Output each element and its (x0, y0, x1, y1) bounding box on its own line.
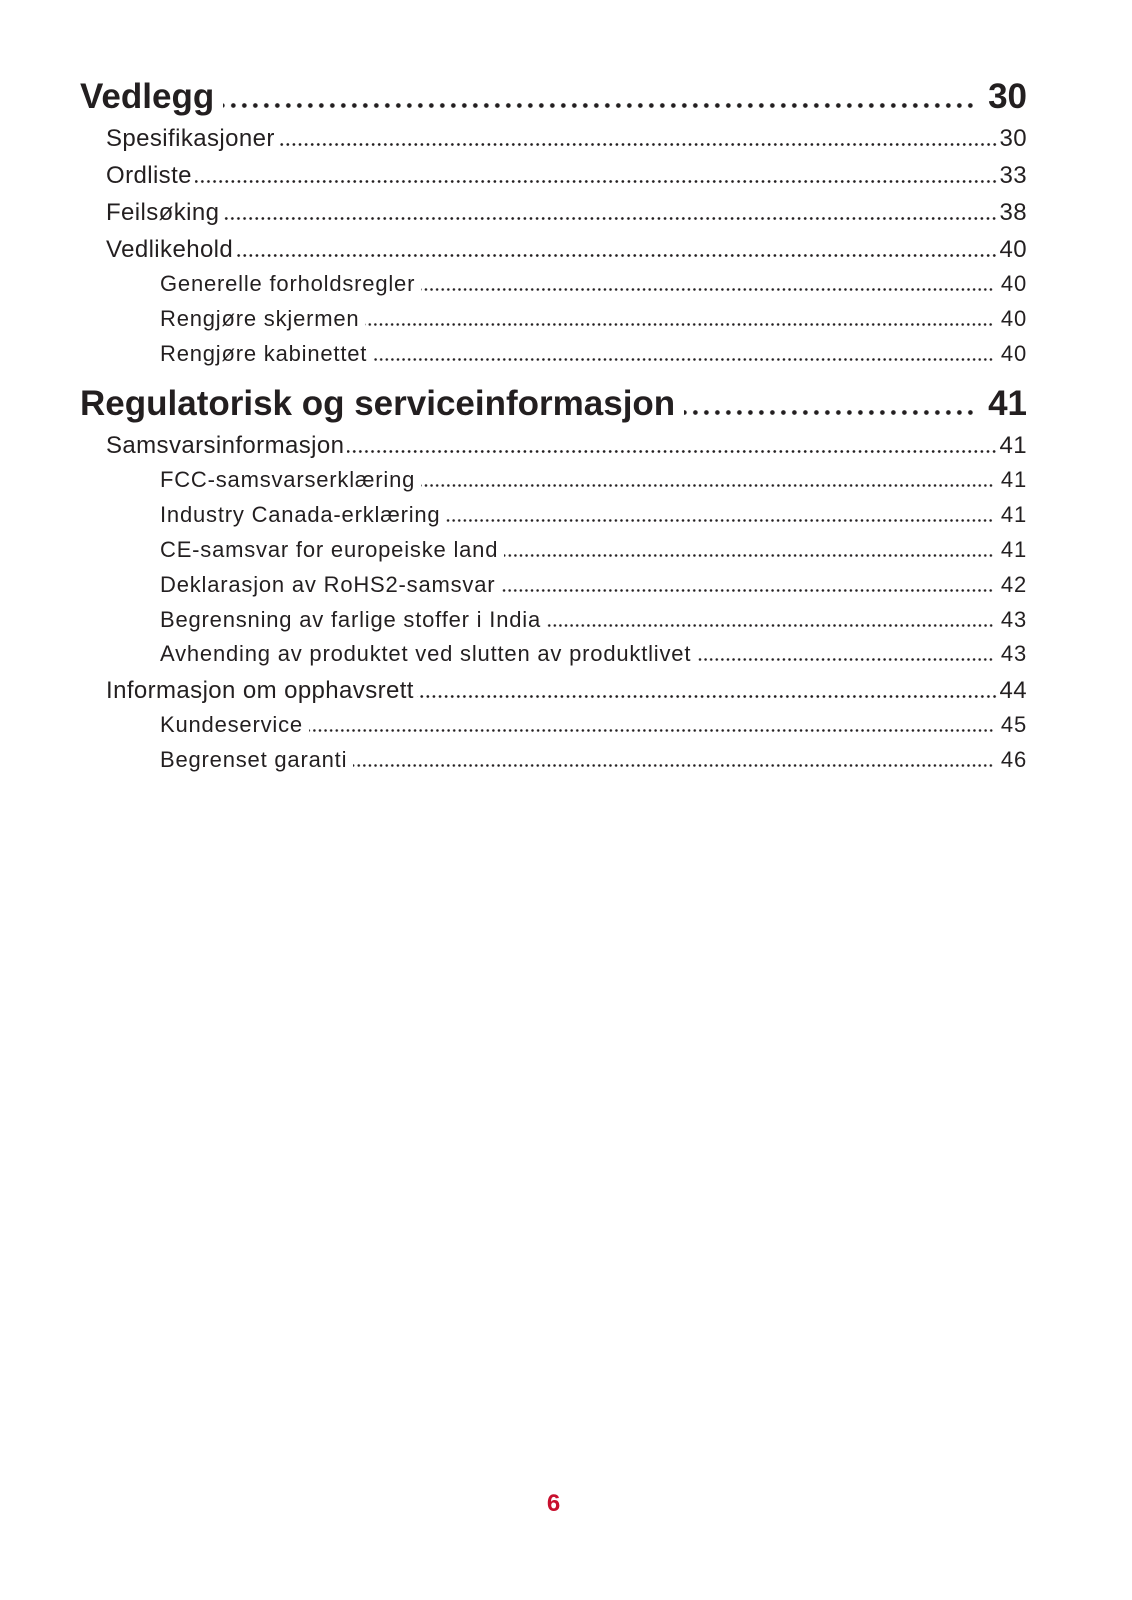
dot-leader (278, 143, 998, 146)
toc-page-number: 30 (988, 77, 1027, 116)
toc-entry-title: Begrenset garanti (160, 746, 348, 772)
toc-entry-title: Feilsøking (106, 199, 220, 226)
toc-page-number: 41 (1000, 467, 1027, 493)
dot-leader (195, 180, 998, 183)
toc-page-number: 45 (1000, 712, 1027, 738)
toc-link-samsvarsinformasjon[interactable] (80, 427, 1027, 464)
toc-entry-title: Rengjøre kabinettet (160, 340, 368, 366)
toc-link-vedlegg[interactable] (80, 74, 1027, 120)
dot-leader (684, 410, 976, 415)
toc-page-number: 33 (999, 162, 1027, 189)
toc-page-number: 41 (999, 432, 1027, 460)
toc-link-ce-samsvar[interactable] (80, 533, 1027, 568)
toc-link-farlige-stoffer-india[interactable] (80, 603, 1027, 638)
toc-page-number: 38 (999, 199, 1027, 226)
toc-entry-title: Vedlikehold (106, 236, 234, 263)
dot-leader (236, 254, 997, 257)
toc-page-number: 41 (988, 384, 1027, 424)
dot-leader (421, 288, 994, 291)
dot-leader (223, 103, 976, 108)
toc-link-vedlikehold[interactable] (80, 231, 1027, 268)
toc-link-spesifikasjoner[interactable] (80, 120, 1027, 157)
dot-leader (373, 358, 994, 361)
dot-leader (504, 554, 994, 557)
toc-entry-title: Regulatorisk og serviceinformasjon (80, 384, 676, 424)
toc-link-avhending-av-produktet[interactable] (80, 637, 1027, 672)
dot-leader (353, 764, 994, 767)
dot-leader (309, 729, 994, 732)
dot-leader (421, 484, 994, 487)
toc-link-regulatorisk-og-serviceinformasjon[interactable] (80, 381, 1027, 427)
toc-page-number: 41 (1000, 536, 1027, 562)
toc-entry-title: Spesifikasjoner (106, 125, 275, 152)
toc-page-number: 43 (1000, 641, 1027, 667)
toc-link-ordliste[interactable] (80, 157, 1027, 194)
toc-section (80, 74, 1027, 371)
toc-page-number: 40 (1000, 271, 1027, 296)
toc-page-number: 44 (999, 677, 1027, 705)
toc-entry-title: Begrensning av farlige stoffer i India (160, 606, 541, 632)
dot-leader (501, 589, 994, 592)
toc-link-generelle-forholdsregler[interactable] (80, 267, 1027, 302)
toc-link-kundeservice[interactable] (80, 708, 1027, 743)
dot-leader (547, 624, 994, 627)
toc-entry-title: Kundeservice (160, 712, 303, 738)
toc-entry-title: Vedlegg (80, 77, 215, 116)
toc-entry-title: Informasjon om opphavsrett (106, 677, 414, 705)
toc-entry-title: Generelle forholdsregler (160, 271, 416, 296)
dot-leader (446, 519, 993, 522)
toc-entry-title: Samsvarsinformasjon (106, 432, 345, 460)
dot-leader (365, 323, 993, 326)
toc-entry-title: FCC-samsvarserklæring (160, 467, 416, 493)
dot-leader (697, 658, 994, 661)
toc-section (80, 381, 1027, 777)
toc-page-number: 40 (999, 236, 1027, 263)
toc-page-number: 40 (1000, 340, 1027, 366)
toc-page-number: 46 (1000, 746, 1027, 772)
toc-entry-title: CE-samsvar for europeiske land (160, 536, 499, 562)
toc-link-rengjore-skjermen[interactable] (80, 302, 1027, 337)
toc-page-number: 43 (1000, 606, 1027, 632)
toc-link-feilsoking[interactable] (80, 194, 1027, 231)
toc-subentries (80, 708, 1027, 778)
dot-leader (222, 217, 997, 220)
page-number: 6 (546, 1490, 561, 1517)
table-of-contents (80, 74, 1027, 778)
toc-entry-title: Deklarasjon av RoHS2-samsvar (160, 571, 496, 597)
toc-page-number: 41 (1000, 502, 1027, 528)
toc-link-informasjon-om-opphavsrett[interactable] (80, 672, 1027, 709)
toc-entry-title: Industry Canada-erklæring (160, 502, 441, 528)
toc-entry-title: Avhending av produktet ved slutten av produktlivet (160, 641, 692, 667)
toc-entry-title: Rengjøre skjermen (160, 305, 360, 331)
dot-leader (417, 695, 998, 698)
toc-subentries (80, 463, 1027, 672)
toc-entry-title: Ordliste (106, 162, 192, 189)
toc-link-industry-canada-erklaering[interactable] (80, 498, 1027, 533)
toc-subentries (80, 267, 1027, 371)
toc-page-number: 30 (999, 125, 1027, 152)
toc-link-rohs2-samsvar[interactable] (80, 568, 1027, 603)
toc-link-fcc-samsvarserklaering[interactable] (80, 463, 1027, 498)
toc-link-begrenset-garanti[interactable] (80, 743, 1027, 778)
dot-leader (347, 450, 997, 453)
toc-page-number: 40 (1000, 305, 1027, 331)
toc-link-rengjore-kabinettet[interactable] (80, 337, 1027, 372)
toc-page-number: 42 (1000, 571, 1027, 597)
